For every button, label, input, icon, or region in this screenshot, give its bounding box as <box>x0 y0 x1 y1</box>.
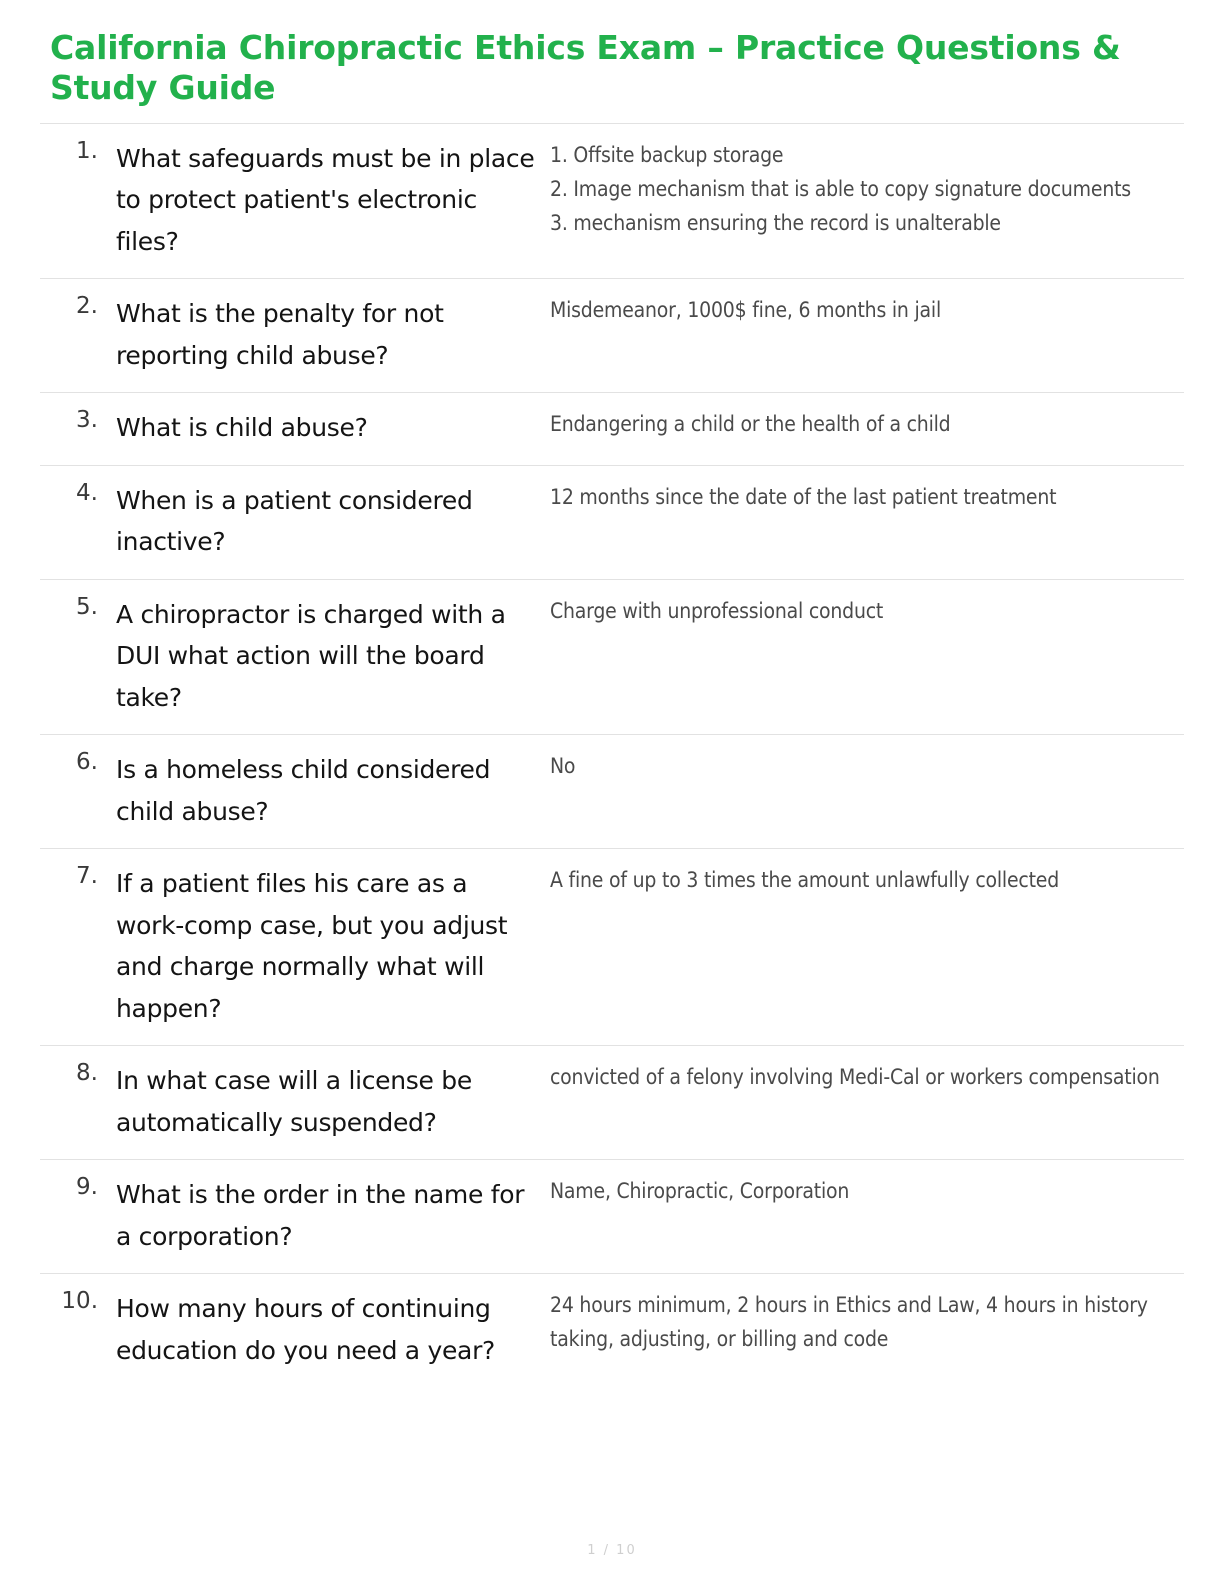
answer-text <box>550 465 1184 579</box>
question-text: Is a homeless child considered child abuse? <box>116 755 491 826</box>
answer-line: Name, Chiropractic, Corporation <box>550 1179 850 1203</box>
table-row <box>40 849 1184 1046</box>
answer-line: 2. Image mechanism that is able to copy signature documents <box>550 176 1131 201</box>
answer-text <box>550 735 1184 849</box>
answer-text <box>550 849 1184 1046</box>
question-number: 9. <box>76 1174 98 1200</box>
answer-text <box>550 579 1184 735</box>
answer-text <box>550 1274 1184 1388</box>
table-row <box>40 1160 1184 1274</box>
answer-text <box>550 393 1184 466</box>
answer-line: convicted of a felony involving Medi-Cal or workers compensation <box>550 1065 1160 1089</box>
question-answer-body <box>40 123 1184 1387</box>
answer-line: 24 hours minimum, 2 hours in Ethics and Law, 4 hours in history <box>550 1293 1148 1317</box>
table-row <box>40 465 1184 579</box>
table-row <box>40 1274 1184 1388</box>
question-number: 7. <box>76 863 98 889</box>
table-row <box>40 1046 1184 1160</box>
question-text: A chiropractor is charged with a DUI what action will the board take? <box>116 599 506 712</box>
question-text: How many hours of continuing education do you need a year? <box>116 1294 496 1365</box>
answer-text <box>550 1046 1184 1160</box>
answer-line: taking, adjusting, or billing and code <box>550 1327 889 1352</box>
table-row <box>40 279 1184 393</box>
question-text: When is a patient considered inactive? <box>116 485 473 556</box>
table-row <box>40 579 1184 735</box>
question-number: 6. <box>76 749 98 775</box>
question-number: 5. <box>76 593 98 620</box>
question-text: What is the penalty for not reporting child abuse? <box>116 299 444 370</box>
question-number: 3. <box>76 407 98 433</box>
question-number: 4. <box>76 479 98 506</box>
page-number-footer: 1 / 10 <box>587 1543 637 1558</box>
answer-line: 12 months since the date of the last patient treatment <box>550 484 1057 509</box>
table-row <box>40 393 1184 466</box>
answer-line: Misdemeanor, 1000$ fine, 6 months in jail <box>550 298 942 322</box>
question-number: 8. <box>76 1060 98 1086</box>
page-title: California Chiropractic Ethics Exam – Practice Questions & Study Guide <box>50 28 1121 108</box>
question-text: What safeguards must be in place to protect patient's electronic files? <box>116 143 535 256</box>
table-row <box>40 123 1184 279</box>
question-text: What is the order in the name for a corporation? <box>116 1180 525 1251</box>
answer-text <box>550 279 1184 393</box>
table-row <box>40 735 1184 849</box>
answer-line: Charge with unprofessional conduct <box>550 598 884 623</box>
question-answer-table <box>40 123 1184 1388</box>
question-text: What is child abuse? <box>116 413 368 442</box>
answer-line: Endangering a child or the health of a child <box>550 412 951 436</box>
question-number: 1. <box>76 137 98 164</box>
question-number: 10. <box>61 1288 98 1314</box>
answer-text <box>550 123 1184 279</box>
answer-line: No <box>550 754 576 778</box>
answer-text <box>550 1160 1184 1274</box>
question-text: If a patient files his care as a work-comp case, but you adjust and charge normally what will happen? <box>116 869 508 1023</box>
question-text: In what case will a license be automatically suspended? <box>116 1066 472 1137</box>
answer-line: 3. mechanism ensuring the record is unalterable <box>550 210 1001 235</box>
answer-line: 1. Offsite backup storage <box>550 142 784 167</box>
question-number: 2. <box>76 293 98 319</box>
answer-line: A fine of up to 3 times the amount unlawfully collected <box>550 868 1060 892</box>
